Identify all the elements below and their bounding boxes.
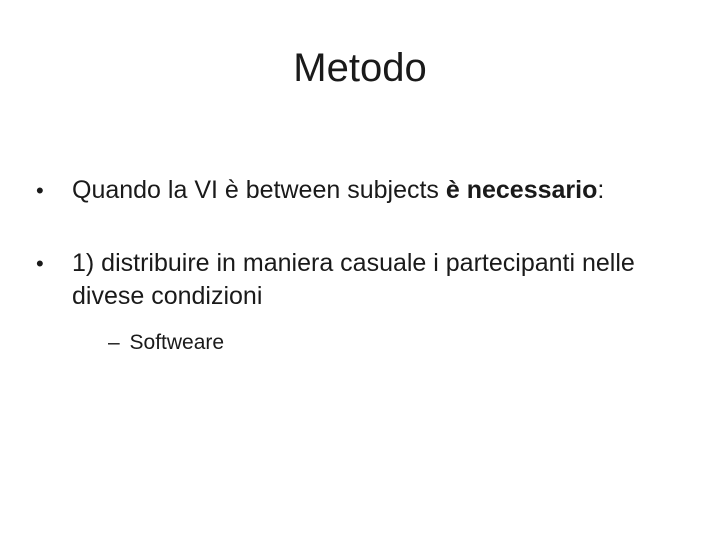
bullet-text: 1) distribuire in maniera casuale i partecipanti nelle divese condizioni (72, 249, 635, 310)
slide-title: Metodo (293, 46, 427, 90)
bullet-text-part: è (224, 176, 239, 204)
sub-bullet-text: Softweare (129, 331, 225, 354)
bullet-text (72, 176, 604, 204)
bullet-text-part: Quando la VI (72, 176, 225, 204)
bullet-item-2 (36, 247, 696, 357)
bullet-item-1 (36, 174, 696, 207)
slide-content (36, 174, 696, 357)
bullet-marker: • (36, 251, 44, 276)
sub-bullet-item (72, 329, 696, 357)
bullet-text-part: between subjects (238, 176, 446, 204)
sub-bullet-dash: – (108, 331, 120, 354)
bullet-text-emphasis: è necessario (445, 176, 598, 204)
bullet-marker: • (36, 178, 44, 203)
bullet-text-part: : (597, 176, 605, 204)
